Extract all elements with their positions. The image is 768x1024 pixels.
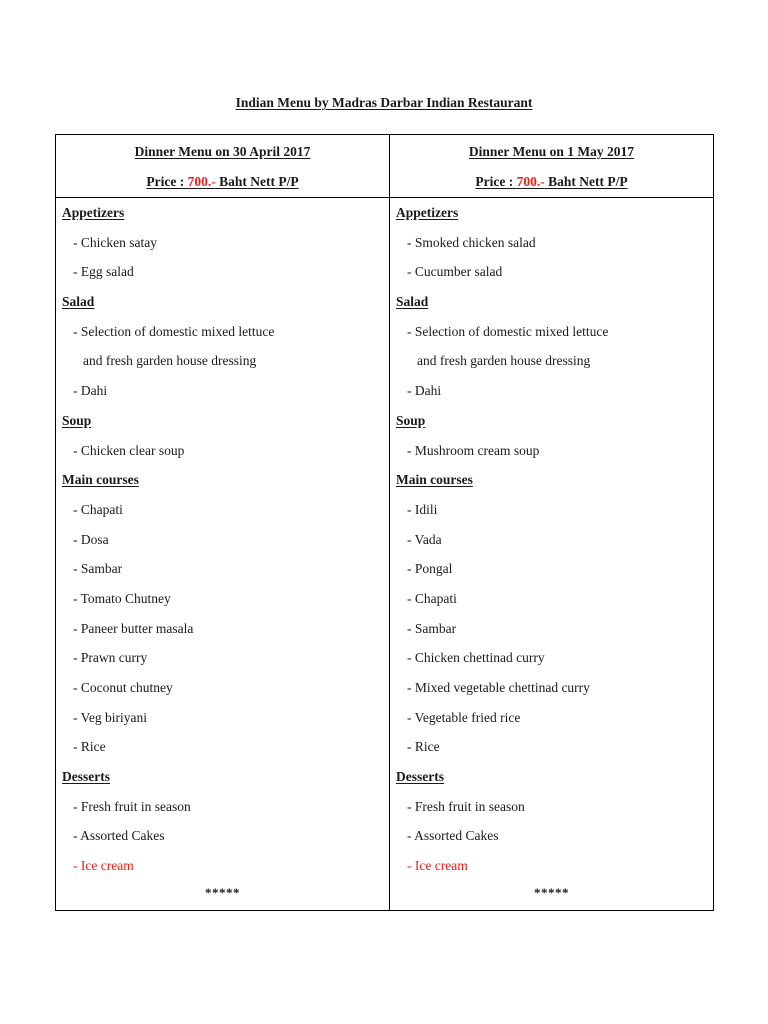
menu-date-heading: Dinner Menu on 1 May 2017 xyxy=(468,144,635,159)
column-header xyxy=(390,143,713,191)
price-line xyxy=(56,173,389,191)
menu-item: - Idili xyxy=(407,501,438,517)
section-heading: Desserts xyxy=(62,769,110,785)
menu-column-may-1 xyxy=(390,135,713,910)
document-title: Indian Menu by Madras Darbar Indian Restaurant xyxy=(235,95,533,110)
section-heading: Appetizers xyxy=(396,205,459,220)
menu-item: - Chapati xyxy=(407,590,457,606)
menu-item: - Veg biriyani xyxy=(73,709,147,725)
menu-item: - Dahi xyxy=(407,383,442,399)
menu-item: - Fresh fruit in season xyxy=(407,798,525,814)
menu-item: - Dahi xyxy=(73,383,108,399)
menu-item: - Assorted Cakes xyxy=(407,828,499,844)
menu-item: - Selection of domestic mixed lettuce xyxy=(73,323,275,339)
section-heading: Appetizers xyxy=(62,205,125,220)
menu-item: - Rice xyxy=(407,739,440,755)
menu-item: - Sambar xyxy=(407,620,457,636)
menu-item: - Coconut chutney xyxy=(73,680,173,695)
menu-item: - Chicken satay xyxy=(73,234,157,250)
menu-item: - Sambar xyxy=(73,561,123,577)
menu-item: - Dosa xyxy=(73,531,109,547)
price-amount: 700.- xyxy=(516,174,545,189)
price-prefix: Price : xyxy=(475,174,517,189)
section-heading: Main courses xyxy=(62,472,139,488)
menu-item: - Rice xyxy=(73,739,106,755)
menu-items xyxy=(62,204,385,887)
section-heading: Salad xyxy=(62,294,95,310)
price-line xyxy=(390,173,713,191)
menu-item: - Prawn curry xyxy=(73,650,148,666)
menu-item: - Mushroom cream soup xyxy=(407,442,540,458)
end-mark: ***** xyxy=(534,885,569,900)
price-amount: 700.- xyxy=(187,174,216,189)
menu-item: - Paneer butter masala xyxy=(73,620,194,636)
menu-item-continuation: and fresh garden house dressing xyxy=(417,353,591,369)
menu-item-highlighted: - Ice cream xyxy=(407,858,468,874)
menu-item: - Selection of domestic mixed lettuce xyxy=(407,323,609,339)
menu-item: - Tomato Chutney xyxy=(73,590,171,606)
menu-item: - Chapati xyxy=(73,501,123,517)
menu-item: - Chicken clear soup xyxy=(73,442,185,458)
menu-item: - Fresh fruit in season xyxy=(73,798,191,814)
column-header xyxy=(56,143,389,191)
menu-column-april-30 xyxy=(56,135,389,910)
section-heading: Salad xyxy=(396,294,429,310)
menu-item: - Chicken chettinad curry xyxy=(407,650,545,666)
menu-table xyxy=(55,134,714,911)
section-heading: Soup xyxy=(396,412,426,428)
menu-item: - Vegetable fried rice xyxy=(407,709,521,725)
menu-item: - Assorted Cakes xyxy=(73,828,165,844)
menu-item: - Pongal xyxy=(407,561,453,577)
section-heading: Main courses xyxy=(396,472,473,488)
section-heading: Desserts xyxy=(396,769,444,785)
menu-date-heading: Dinner Menu on 30 April 2017 xyxy=(134,144,311,159)
menu-item-highlighted: - Ice cream xyxy=(73,858,134,874)
menu-item: - Vada xyxy=(407,531,442,547)
section-heading: Soup xyxy=(62,412,92,428)
price-suffix: Baht Nett P/P xyxy=(215,174,299,189)
price-prefix: Price : xyxy=(146,174,188,189)
menu-items xyxy=(396,204,709,887)
menu-item: - Egg salad xyxy=(73,264,134,280)
menu-item: - Cucumber salad xyxy=(407,264,503,280)
price-suffix: Baht Nett P/P xyxy=(544,174,628,189)
menu-item-continuation: and fresh garden house dressing xyxy=(83,353,257,369)
end-mark: ***** xyxy=(205,885,240,900)
menu-item: - Smoked chicken salad xyxy=(407,234,536,250)
menu-item: - Mixed vegetable chettinad curry xyxy=(407,680,590,695)
